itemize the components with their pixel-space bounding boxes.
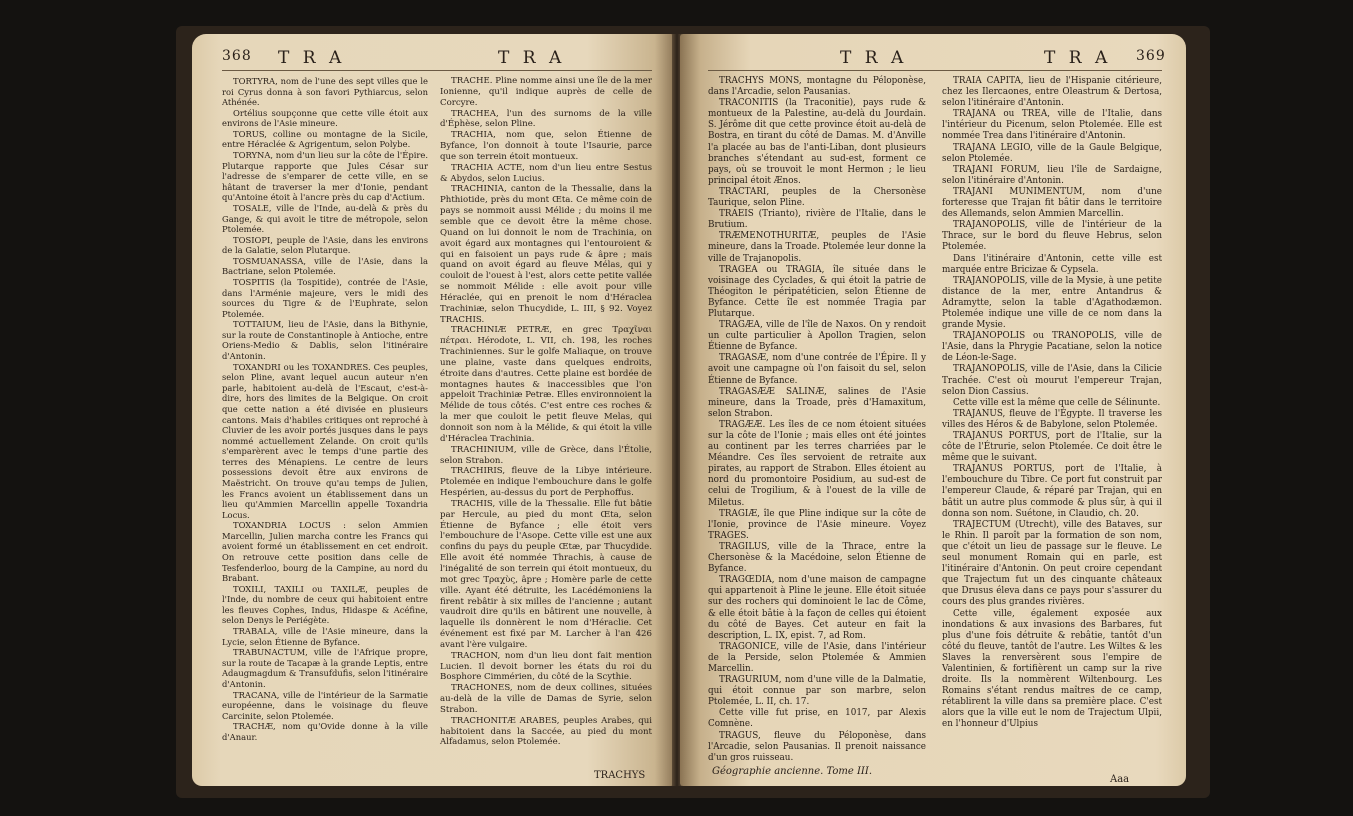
entry-paragraph: TRAGONICE, ville de l'Asie, dans l'intérieur de la Perside, selon Ptolemée & Ammien Marcellin. — [708, 641, 926, 674]
entry-paragraph: TRACHONES, nom de deux collines, situées au-delà de la ville de Damas de Syrie, selon Strabon. — [440, 683, 652, 715]
entry-paragraph: Cette ville fut prise, en 1017, par Alexis Comnène. — [708, 708, 926, 730]
entry-paragraph: TRACHIS, ville de la Thessalie. Elle fut bâtie par Hercule, au pied du mont Œta, selon Étienne de Byfance ; elle étoit vers l'embouchure de l'Asope. Cette ville est une aux confins du pays du peuple Œtæ, par Thucydide. Elle avoit été nommée Thrachis, à cause de l'inégalité de son terrein qui étoit montueux, du mot grec Τραχὺς, âpre ; Homère parle de cette ville. Ayant été détruite, les Lacédémoniens la firent rebâtir à six milles de l'ancienne ; autant vaudroit dire qu'ils en bâtirent une nouvelle, à laquelle ils donnèrent le nom d'Héraclie. Cet événement est fixé par M. Larcher à l'an 426 avant l'ère vulgaire. — [440, 498, 652, 650]
right-running-head-title: T R A — [840, 48, 908, 68]
entry-paragraph: TORUS, colline ou montagne de la Sicile, entre Héraclée & Agrigentum, selon Polybe. — [222, 128, 428, 150]
entry-paragraph: TRACHINIA, canton de la Thessalie, dans la Phthiotide, près du mont Œta. Ce même coin de pays se nommoit aussi Mélide ; du moins il me semble que ce devoit être la même chose. Quand on lui donnoit le nom de Trachinia, on avoit égard aux montagnes qui l'entouroient & qui en faisoient un pays rude & âpre ; mais quand on avoit égard au fleuve Mélas, qui y couloit de l'ouest à l'est, alors cette petite vallée se nommoit Mélide : elle avoit pour ville Héraclée, qui en prenoit le nom d'Héraclea Trachiniæ, selon Thucydide, L. III, § 92. Voyez TRACHIS. — [440, 184, 652, 325]
entry-paragraph: TOXILI, TAXILI ou TAXILÆ, peuples de l'Inde, du nombre de ceux qui habitoient entre les fleuves Cophes, Indus, Hidaspe & Acéfine, selon Denys le Periégète. — [222, 583, 428, 626]
entry-paragraph: TRACHONITÆ ARABES, peuples Arabes, qui habitoient dans la Saccée, au pied du mont Alfadamus, selon Ptolemée. — [440, 715, 652, 748]
entry-paragraph: TRAIA CAPITA, lieu de l'Hispanie citérieure, chez les Ilercaones, entre Oleastrum & Dertosa, selon l'itinéraire d'Antonin. — [942, 76, 1162, 109]
entry-paragraph: TOSMUANASSA, ville de l'Asie, dans la Bactriane, selon Ptolemée. — [222, 255, 428, 277]
left-column-2 — [440, 76, 652, 748]
entry-paragraph: TRÆMENOTHURITÆ, peuples de l'Asie mineure, dans la Troade. Ptolemée leur donne la ville de Trajanopolis. — [708, 231, 926, 264]
entry-paragraph: TRACHINIUM, ville de Grèce, dans l'Étolie, selon Strabon. — [440, 444, 652, 466]
left-page-number: 368 — [222, 48, 252, 64]
entry-paragraph: TRAJANA ou TREA, ville de l'Italie, dans l'intérieur du Picenum, selon Ptolemée. Elle est nommée Trea dans l'itinéraire d'Antonin. — [942, 109, 1162, 142]
entry-paragraph: TORYNA, nom d'un lieu sur la côte de l'Épire. Plutarque rapporte que Jules César sur l'adresse de s'emparer de cette ville, en se hâtant de traverser la mer d'Ionie, pendant qu'Antoine étoit à l'ancre près du cap d'Actium. — [222, 150, 428, 203]
entry-paragraph: TRAGÆÆ. Les îles de ce nom étoient situées sur la côte de l'Ionie ; mais elles ont été jointes au continent par les terres charriées par le Méandre. Ces îles servoient de retraite aux pirates, au rapport de Strabon. Elles étoient au nord du promontoire Posidium, au sud-est de celui de Trogilium, & à l'ouest de la ville de Miletus. — [708, 419, 926, 508]
entry-paragraph: TRAGÆA, ville de l'île de Naxos. On y rendoit un culte particulier à Apollon Tragien, selon Étienne de Byfance. — [708, 320, 926, 353]
left-header-rule — [222, 70, 652, 71]
entry-paragraph: TRAJECTUM (Utrecht), ville des Bataves, sur le Rhin. Il paroît par la formation de son nom, que c'étoit un lieu de passage sur le fleuve. Le seul monument Romain qui en parle, est l'itinéraire d'Antonin. On peut croire cependant que Trajectum fut un des cinquante châteaux que Drusus éleva dans ce pays pour s'assurer du cours des plus grandes rivières. — [942, 519, 1162, 608]
signature-mark: Aaa — [1110, 774, 1130, 785]
entry-paragraph: TRAJANOPOLIS, ville de l'intérieur de la Thrace, sur le bord du fleuve Hebrus, selon Ptolemée. — [942, 220, 1162, 253]
entry-paragraph: Cette ville, également exposée aux inondations & aux invasions des Barbares, fut plus d'une fois détruite & rebâtie, tantôt d'un côté du fleuve, tantôt de l'autre. Les Wiltes & les Slaves la renversèrent sous l'empire de Valentinien, & fortifièrent un camp sur la rive droite. Ils la nommèrent Wiltenbourg. Les Romains s'étant rendus maîtres de ce camp, rétablirent la ville dans sa première place. C'est alors que la ville eut le nom de Trajectum Ulpii, en l'honneur d'Ulpius — [942, 608, 1162, 730]
entry-paragraph: Dans l'itinéraire d'Antonin, cette ville est marquée entre Bricizae & Cypsela. — [942, 253, 1162, 275]
entry-paragraph: TRAJANUS PORTUS, port de l'Italie, sur la côte de l'Étrurie, selon Ptolemée. Ce doit être le même que le suivant. — [942, 431, 1162, 464]
entry-paragraph: TRAJANI FORUM, lieu l'île de Sardaigne, selon l'itinéraire d'Antonin. — [942, 164, 1162, 186]
entry-paragraph: TRACHYS MONS, montagne du Péloponèse, dans l'Arcadie, selon Pausanias. — [708, 76, 926, 98]
left-running-head-title-2: T R A — [498, 48, 566, 68]
right-running-header — [680, 48, 1186, 70]
entry-paragraph: TRACHON, nom d'un lieu dont fait mention Lucien. Il devoit borner les états du roi du Bosphore Cimmérien, du côté de la Scythie. — [440, 650, 652, 683]
entry-paragraph: TRAGIÆ, île que Pline indique sur la côte de l'Ionie, province de l'Asie mineure. Voyez TRAGES. — [708, 508, 926, 541]
entry-paragraph: TOXANDRI ou les TOXANDRES. Ces peuples, selon Pline, avant lequel aucun auteur n'en parle, habitoient au-delà de l'Escaut, c'est-à-dire, hors des limites de la Belgique. On croit que cette nation a été divisée en plusieurs cantons. Mais d'habiles critiques ont reproché à Cluvier de les avoir portés jusques dans le pays nommé actuellement Zelande. On croit qu'ils s'emparèrent avec le temps d'une partie des terres des Ménapiens. Le centre de leurs possessions devoit être aux environs de Maëstricht. On trouve qu'au temps de Julien, les Francs avoient un établissement dans un lieu qu'Ammien Marcellin appelle Toxandria Locus. — [222, 361, 428, 520]
entry-paragraph: TRAJANOPOLIS, ville de l'Asie, dans la Cilicie Trachée. C'est où mourut l'empereur Trajan, selon Dion Cassius. — [942, 364, 1162, 397]
entry-paragraph: TRACHEA, l'un des surnoms de la ville d'Éphèse, selon Pline. — [440, 108, 652, 130]
entry-paragraph: TOSPITIS (la Tospitide), contrée de l'Asie, dans l'Arménie majeure, vers le midi des sources du Tigre & de l'Euphrate, selon Ptolemée. — [222, 276, 428, 319]
entry-paragraph: TRAJANI MUNIMENTUM, nom d'une forteresse que Trajan fit bâtir dans le territoire des Allemands, selon Ammien Marcellin. — [942, 186, 1162, 220]
entry-paragraph: TRABUNACTUM, ville de l'Afrique propre, sur la route de Tacapæ à la grande Leptis, entre Adaugmagdum & Transufdufis, selon l'itinéraire d'Antonin. — [222, 647, 428, 689]
right-column-2 — [942, 76, 1162, 731]
entry-paragraph: TRAJANA LEGIO, ville de la Gaule Belgique, selon Ptolemée. — [942, 142, 1162, 164]
left-running-header — [192, 48, 674, 70]
entry-paragraph: TRAJANOPOLIS ou TRANOPOLIS, ville de l'Asie, dans la Phrygie Pacatiane, selon la notice de Léon-le-Sage. — [942, 331, 1162, 364]
entry-paragraph: TRACHÆ, nom qu'Ovide donne à la ville d'Anaur. — [222, 721, 428, 742]
entry-paragraph: TRABALA, ville de l'Asie mineure, dans la Lycie, selon Étienne de Byfance. — [222, 626, 428, 647]
entry-paragraph: TORTYRA, nom de l'une des sept villes que le roi Cyrus donna à son favori Pythiarcus, selon Athénée. — [222, 76, 428, 108]
entry-paragraph: TOTTAIUM, lieu de l'Asie, dans la Bithynie, sur la route de Constantinople à Antioche, entre Oriens-Medio & Dablis, selon l'itinéraire d'Antonin. — [222, 319, 428, 362]
left-running-head-title: T R A — [278, 48, 346, 68]
left-page — [192, 34, 674, 786]
entry-paragraph: Ortélius soupçonne que cette ville étoit aux environs de l'Asie mineure. — [222, 107, 428, 129]
entry-paragraph: TRACTARI, peuples de la Chersonèse Taurique, selon Pline. — [708, 186, 926, 209]
entry-paragraph: TRAJANUS PORTUS, port de l'Italie, à l'embouchure du Tibre. Ce port fut construit par l'empereur Claude, & réparé par Trajan, qui en bâtit un autre plus commode & plus sûr, à qui il donna son nom. Suétone, in Claudio, ch. 20. — [942, 464, 1162, 519]
entry-paragraph: TRAJANUS, fleuve de l'Égypte. Il traverse les villes des Héros & de Babylone, selon Ptolemée. — [942, 408, 1162, 430]
left-catchword: TRACHYS — [594, 770, 646, 781]
entry-paragraph: TOXANDRIA LOCUS : selon Ammien Marcellin, Julien marcha contre les Francs qui avoient formé un établissement en cet endroit. On retrouve cette position dans celle de Tesfenderloo, bourg de la Campine, au nord du Brabant. — [222, 520, 428, 584]
left-column-1 — [222, 76, 428, 742]
entry-paragraph: Cette ville est la même que celle de Sélinunte. — [953, 397, 1161, 408]
right-column-1 — [708, 76, 926, 764]
entry-paragraph: TRAGŒDIA, nom d'une maison de campagne qui appartenoit à Pline le jeune. Elle étoit située sur des rochers qui dominoient le lac de Côme, & elle étoit bâtie à la façon de celles qui étoient du côté de Bayes. Cet auteur en fait la description, L. IX, epist. 7, ad Rom. — [708, 575, 926, 641]
entry-paragraph: TRAGEA ou TRAGIA, île située dans le voisinage des Cyclades, & qui étoit la patrie de Théogiton le péripatéticien, selon Étienne de Byfance. Cette île est nommée Tragia par Plutarque. — [708, 264, 926, 319]
entry-paragraph: TRACHINIÆ PETRÆ, en grec Τραχῖναι πέτραι. Hérodote, L. VII, ch. 198, les roches Trachiniennes. Sur le golfe Maliaque, on trouve une plaine, vaste dans quelques endroits, étroite dans d'autres. Cette plaine est bordée de montagnes hautes & inaccessibles que l'on appeloit Trachiniæ Petræ. Elles environnoient la Mélide de tous côtés. C'est entre ces roches & la mer que couloit le petit fleuve Melas, qui donnoit son nom à la Mélide, & qui étoit la ville d'Héraclea Trachinia. — [440, 325, 652, 444]
entry-paragraph: TRAJANOPOLIS, ville de la Mysie, à une petite distance de la mer, entre Antandrus & Adramytte, selon la table d'Agathodæmon. Ptolemée indique une ville de ce nom dans la grande Mysie. — [942, 275, 1162, 331]
entry-paragraph: TOSALE, ville de l'Inde, au-delà & près du Gange, & qui avoit le titre de métropole, selon Ptolemée. — [222, 202, 428, 235]
entry-paragraph: TRAGASÆÆ SALINÆ, salines de l'Asie mineure, dans la Troade, près d'Hamaxitum, selon Strabon. — [708, 386, 926, 419]
right-header-rule — [708, 70, 1162, 71]
entry-paragraph: TRACANA, ville de l'intérieur de la Sarmatie européenne, dans le voisinage du fleuve Carcinite, selon Ptolemée. — [222, 689, 428, 721]
entry-paragraph: TRAGURIUM, nom d'une ville de la Dalmatie, qui étoit connue par son marbre, selon Ptolemée, L. II, ch. 17. — [708, 675, 926, 708]
entry-paragraph: TRACHIA ACTE, nom d'un lieu entre Sestus & Abydos, selon Lucius. — [440, 162, 652, 184]
footer-note: Géographie ancienne. Tome III. — [712, 766, 873, 777]
right-page — [680, 34, 1186, 786]
entry-paragraph: TRACONITIS (la Traconitie), pays rude & montueux de la Palestine, au-delà du Jourdain. S. Jérôme dit que cette province étoit au-delà de Bostra, en tirant du côté de Damas. M. d'Anville l'a placée au bas de l'anti-Liban, dont plusieurs branches s'étendant au sud-est, forment ce pays, où se trouvoit le mont Hermon ; le lieu principal étoit Ænos. — [708, 98, 926, 186]
entry-paragraph: TRAGUS, fleuve du Péloponèse, dans l'Arcadie, selon Pausanias. Il prenoit naissance d'un gros ruisseau. — [708, 730, 926, 763]
entry-paragraph: TRAGASÆ, nom d'une contrée de l'Épire. Il y avoit une campagne où l'on faisoit du sel, selon Étienne de Byfance. — [708, 353, 926, 386]
entry-paragraph: TRACHE. Pline nomme ainsi une île de la mer Ionienne, qu'il indique auprès de celle de Corcyre. — [440, 76, 652, 108]
entry-paragraph: TRAEIS (Trianto), rivière de l'Italie, dans le Brutium. — [708, 209, 926, 231]
right-running-head-title-2: T R A — [1044, 48, 1112, 68]
entry-paragraph: TOSIOPI, peuple de l'Asie, dans les environs de la Galatie, selon Plutarque. — [222, 234, 428, 256]
entry-paragraph: TRACHIRIS, fleuve de la Libye intérieure. Ptolemée en indique l'embouchure dans le golfe Hespérien, au-dessus du port de Perphoffus. — [440, 466, 652, 499]
entry-paragraph: TRAGILUS, ville de la Thrace, entre la Chersonèse & la Macédoine, selon Étienne de Byfance. — [708, 541, 926, 575]
right-page-number: 369 — [1136, 48, 1166, 64]
entry-paragraph: TRACHIA, nom que, selon Étienne de Byfance, l'on donnoit à toute l'Isaurie, parce que son terrein étoit montueux. — [440, 130, 652, 162]
